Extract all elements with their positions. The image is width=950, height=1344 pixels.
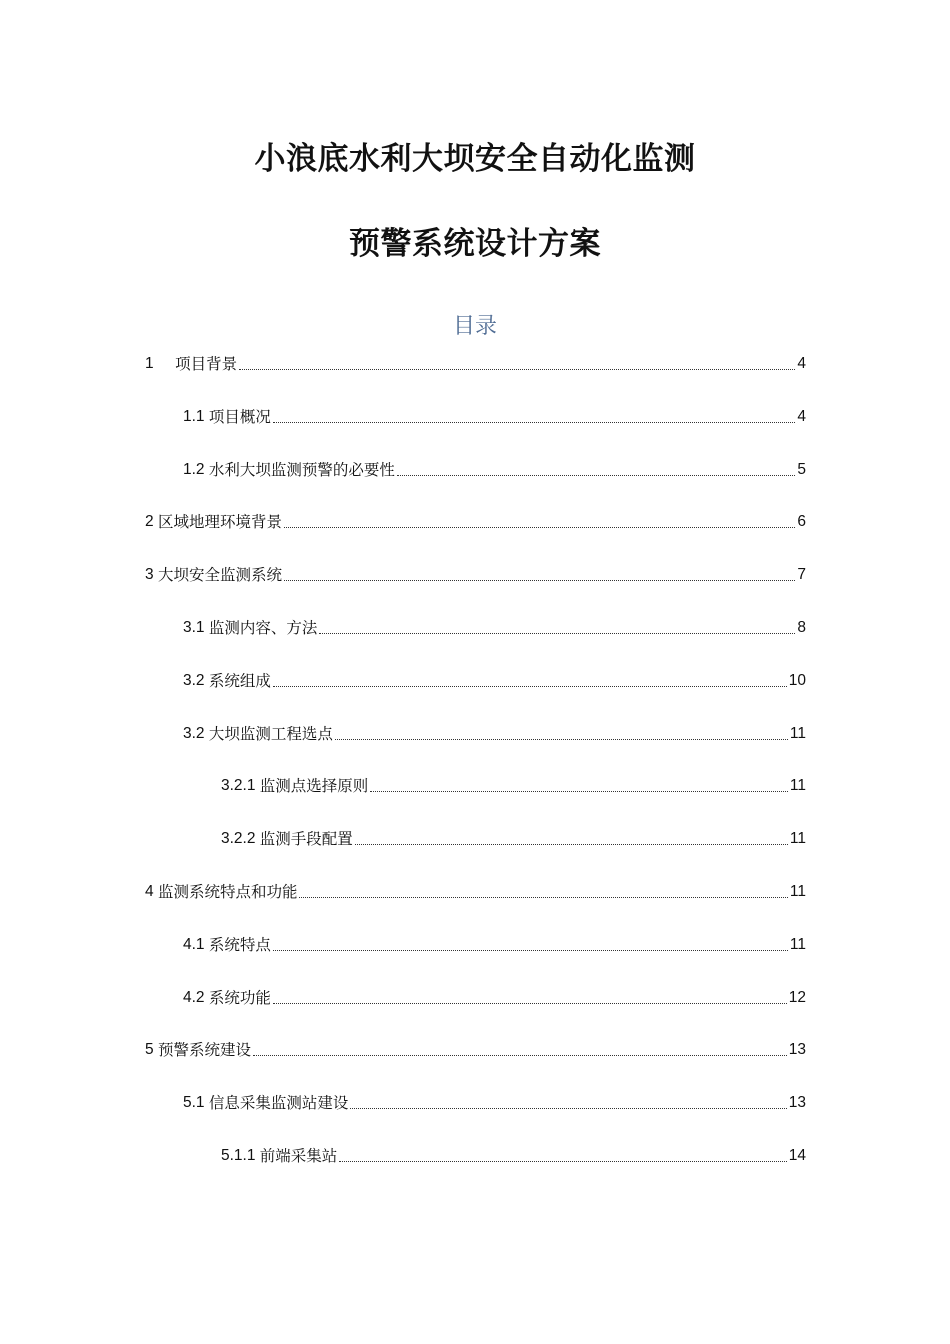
toc-entry-number: 5.1.1 bbox=[221, 1147, 260, 1164]
toc-entry-title: 预警系统建设 bbox=[157, 1041, 251, 1060]
toc-entry-title: 监测系统特点和功能 bbox=[157, 883, 298, 901]
toc-entry[interactable] bbox=[183, 1093, 806, 1113]
toc-dot-leader bbox=[350, 1108, 786, 1109]
toc-entry[interactable] bbox=[183, 407, 806, 427]
toc-dot-leader bbox=[335, 739, 788, 740]
toc-entry-page: 10 bbox=[788, 671, 806, 689]
toc-entry-page: 4 bbox=[797, 355, 806, 372]
toc-dot-leader bbox=[299, 897, 787, 898]
toc-entry[interactable] bbox=[183, 618, 806, 638]
toc-entry[interactable] bbox=[145, 882, 806, 902]
toc-entry[interactable] bbox=[221, 829, 806, 849]
toc-entry-number: 3 bbox=[145, 566, 158, 584]
toc-heading: 目录 bbox=[452, 314, 497, 339]
toc-dot-leader bbox=[273, 422, 796, 423]
toc-dot-leader bbox=[397, 475, 796, 476]
toc-entry-page: 14 bbox=[788, 1147, 806, 1164]
toc-entry[interactable] bbox=[221, 776, 806, 796]
toc-entry-page: 7 bbox=[797, 566, 806, 584]
toc-entry-title: 信息采集监测站建设 bbox=[208, 1094, 349, 1113]
toc-entry-page: 12 bbox=[788, 988, 806, 1006]
toc-entry[interactable] bbox=[145, 1040, 806, 1060]
toc-dot-leader bbox=[273, 1003, 787, 1004]
toc-dot-leader bbox=[273, 950, 788, 951]
toc-dot-leader bbox=[355, 844, 788, 845]
toc-entry-page: 13 bbox=[788, 1094, 806, 1112]
toc-entry-title: 监测手段配置 bbox=[259, 830, 353, 849]
toc-entry-number: 3.1 bbox=[183, 619, 209, 636]
toc-entry-title: 监测点选择原则 bbox=[259, 777, 369, 796]
toc-entry-title: 系统特点 bbox=[208, 935, 271, 954]
toc-entry-title: 项目背景 bbox=[175, 355, 238, 373]
document-title-line2: 预警系统设计方案 bbox=[349, 226, 601, 262]
toc-entry-number: 3.2 bbox=[183, 724, 209, 742]
toc-entry-title: 区域地理环境背景 bbox=[157, 513, 282, 532]
toc-entry[interactable] bbox=[183, 671, 806, 691]
toc-dot-leader bbox=[273, 686, 787, 687]
toc-entry-page: 11 bbox=[789, 935, 806, 953]
toc-entry-number: 5 bbox=[145, 1041, 158, 1059]
toc-dot-leader bbox=[239, 369, 795, 370]
toc-entry-title: 水利大坝监测预警的必要性 bbox=[208, 460, 395, 479]
toc-entry-title: 大坝安全监测系统 bbox=[157, 566, 282, 585]
toc-entry-number: 4.2 bbox=[183, 988, 209, 1006]
toc-entry[interactable] bbox=[145, 565, 806, 585]
toc-entry-title: 大坝监测工程选点 bbox=[208, 724, 333, 743]
toc-entry-number: 1.1 bbox=[183, 407, 209, 425]
toc-entry-number: 4.1 bbox=[183, 935, 209, 953]
toc-entry-page: 6 bbox=[797, 513, 806, 531]
toc-entry-page: 13 bbox=[788, 1041, 806, 1059]
toc-dot-leader bbox=[370, 791, 788, 792]
toc-entry-page: 11 bbox=[789, 883, 806, 900]
toc-entry-number: 4 bbox=[145, 883, 158, 900]
toc-entry-number: 3.2.1 bbox=[221, 777, 260, 795]
toc-entry-page: 8 bbox=[797, 619, 806, 636]
toc-entry[interactable] bbox=[145, 354, 806, 374]
toc-entry[interactable] bbox=[183, 460, 806, 480]
toc-dot-leader bbox=[284, 527, 795, 528]
toc-entry-number: 3.2 bbox=[183, 671, 209, 689]
toc-entry-title: 系统功能 bbox=[208, 988, 271, 1007]
toc-entry-title: 系统组成 bbox=[208, 671, 271, 690]
toc-entry-title: 前端采集站 bbox=[259, 1147, 338, 1165]
toc-entry-number: 1.2 bbox=[183, 460, 209, 478]
toc-entry[interactable] bbox=[183, 988, 806, 1008]
toc-entry-number: 3.2.2 bbox=[221, 830, 260, 848]
toc-entry-number: 5.1 bbox=[183, 1094, 209, 1112]
toc-entry[interactable] bbox=[221, 1146, 806, 1166]
toc-dot-leader bbox=[319, 633, 795, 634]
toc-entry-number: 1 bbox=[145, 355, 176, 372]
toc-entry-page: 11 bbox=[789, 724, 806, 742]
toc-entry-number: 2 bbox=[145, 513, 158, 531]
toc-dot-leader bbox=[284, 580, 795, 581]
toc-entry-title: 监测内容、方法 bbox=[208, 619, 318, 637]
toc-dot-leader bbox=[339, 1161, 786, 1162]
toc-entry-page: 11 bbox=[789, 777, 806, 795]
toc-entry[interactable] bbox=[183, 935, 806, 955]
toc-entry[interactable] bbox=[183, 724, 806, 744]
toc-entry-page: 5 bbox=[797, 460, 806, 478]
toc-entry[interactable] bbox=[145, 512, 806, 532]
toc-entry-page: 4 bbox=[797, 407, 806, 425]
toc-entry-page: 11 bbox=[789, 830, 806, 848]
toc-entry-title: 项目概况 bbox=[208, 407, 271, 426]
document-title-line1: 小浪底水利大坝安全自动化监测 bbox=[254, 141, 696, 177]
toc-dot-leader bbox=[253, 1055, 787, 1056]
